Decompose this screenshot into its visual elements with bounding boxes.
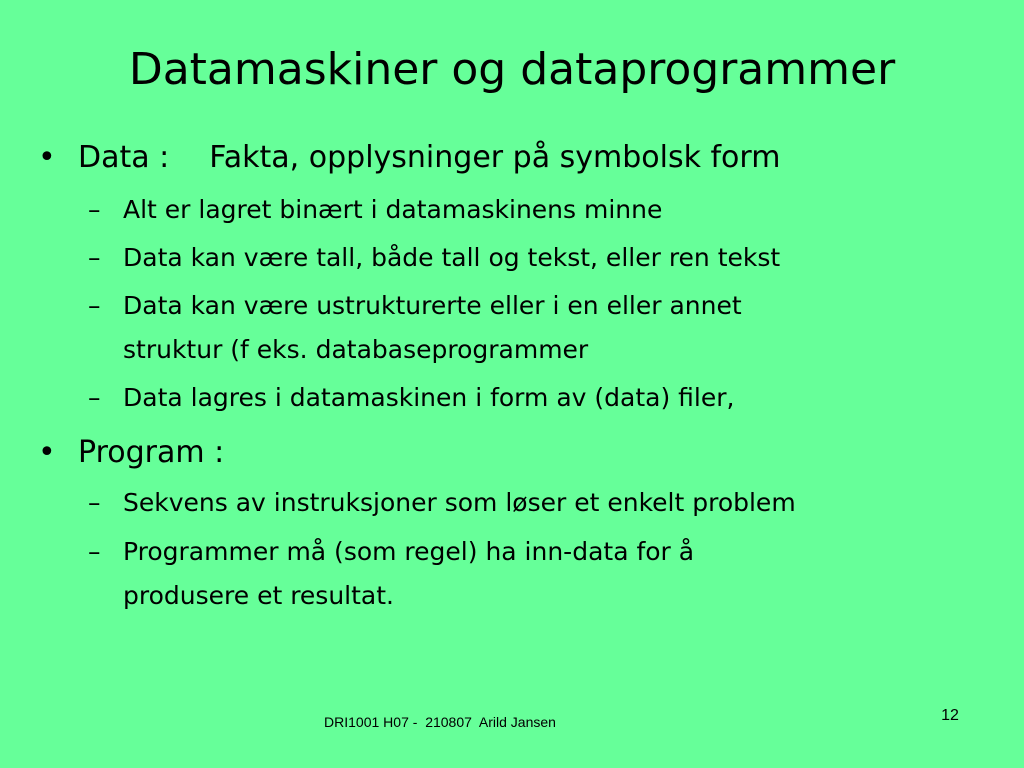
bullet-text	[78, 138, 780, 178]
bullet-symbol: •	[38, 435, 56, 470]
subitem-text: Programmer må (som regel) ha inn-data for å	[123, 537, 695, 566]
bullet-definition: Fakta, opplysninger på symbolsk form	[209, 140, 781, 175]
bullet-term: Data :	[78, 140, 170, 175]
subitem-text: Data kan være ustrukturerte eller i en eller annet	[123, 291, 742, 320]
subitem-text: produsere et resultat.	[123, 581, 394, 610]
bullet-symbol: •	[38, 140, 56, 175]
slide-title: Datamaskiner og dataprogrammer	[128, 44, 896, 95]
subitem-text: Sekvens av instruksjoner som løser et enkelt problem	[123, 488, 796, 517]
page-number: 12	[941, 707, 959, 724]
subitem-text: Alt er lagret binært i datamaskinens minne	[123, 195, 663, 224]
subitem-text: struktur (f eks. databaseprogrammer	[123, 335, 589, 364]
bullet-term: Program :	[78, 435, 225, 470]
dash-symbol: –	[88, 243, 101, 272]
dash-symbol: –	[88, 537, 101, 566]
dash-symbol: –	[88, 383, 101, 412]
slide-footer: DRI1001 H07 - 210807 Arild Jansen	[324, 714, 556, 730]
dash-symbol: –	[88, 195, 101, 224]
dash-symbol: –	[88, 291, 101, 320]
dash-symbol: –	[88, 488, 101, 517]
subitem-text: Data lagres i datamaskinen i form av (data) filer,	[123, 383, 735, 412]
subitem-text: Data kan være tall, både tall og tekst, eller ren tekst	[123, 243, 781, 272]
